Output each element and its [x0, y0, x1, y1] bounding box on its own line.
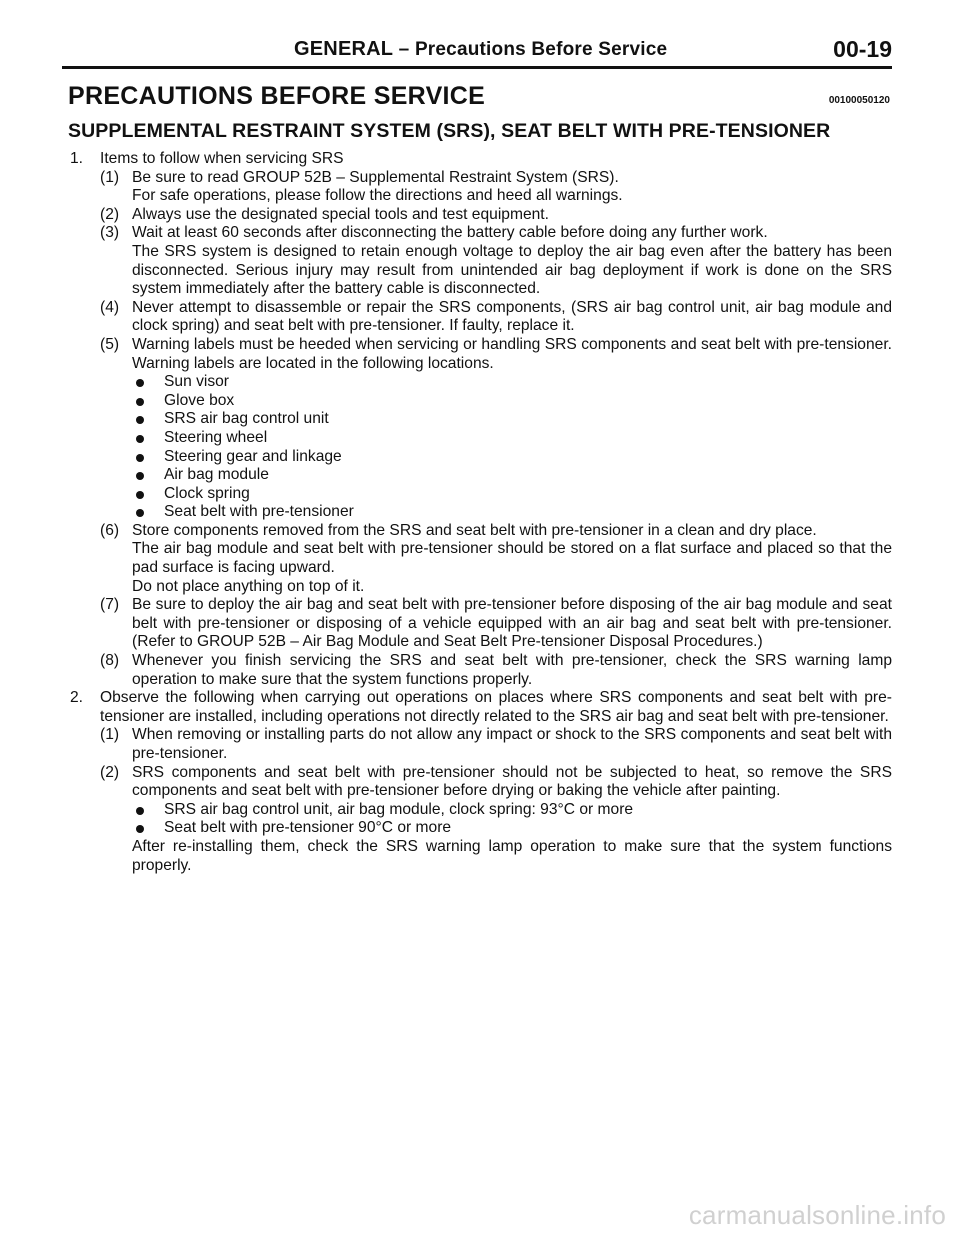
subitem-number: (2): [100, 205, 120, 223]
subitem-1: [100, 726, 892, 763]
subitem-text: When removing or installing parts do not allow any impact or shock to the SRS components and seat belt with pre-tensioner.: [132, 726, 892, 762]
subitem-7: [100, 596, 892, 652]
bullet-item: Seat belt with pre-tensioner 90°C or more: [132, 819, 892, 838]
heat-limit-list: [132, 801, 892, 838]
subitem-number: (1): [100, 726, 120, 744]
item-title: Items to follow when servicing SRS: [100, 150, 344, 167]
subitem-text: Always use the designated special tools and test equipment.: [132, 205, 549, 223]
bullet-item: Air bag module: [132, 466, 892, 485]
subitem-number: (8): [100, 652, 120, 670]
subitem-number: (4): [100, 298, 120, 316]
subitem-number: (7): [100, 596, 120, 614]
header-subtitle: Precautions Before Service: [414, 39, 668, 60]
subitem-8: [100, 652, 892, 689]
warning-label-locations: [132, 373, 892, 522]
item-2: [70, 689, 892, 875]
subitem-text: Be sure to read GROUP 52B – Supplemental Restraint System (SRS).: [132, 168, 619, 186]
document-code: 00100050120: [828, 95, 890, 106]
header-title: [294, 38, 667, 61]
subitem-number: (5): [100, 335, 120, 353]
subsection-title: SUPPLEMENTAL RESTRAINT SYSTEM (SRS), SEAT BELT WITH PRE-TENSIONER: [68, 120, 831, 142]
subitem-text: Store components removed from the SRS and seat belt with pre-tensioner in a clean and dry place.: [132, 521, 817, 539]
item-title: Observe the following when carrying out operations on places where SRS components and seat belt with pre-tensioner are installed, including operations not directly related to the SRS air bag and seat belt with pre-tensioner.: [100, 689, 892, 725]
header-section: GENERAL: [294, 38, 394, 60]
subitem-number: (2): [100, 763, 120, 781]
subitem-text: Do not place anything on top of it.: [132, 577, 365, 595]
section-title: PRECAUTIONS BEFORE SERVICE: [68, 82, 486, 110]
subitem-5: [100, 336, 892, 522]
item-number: 2.: [70, 689, 84, 707]
subitem-text: After re-installing them, check the SRS warning lamp operation to make sure that the system functions properly.: [132, 837, 892, 874]
subitem-2: [100, 764, 892, 876]
bullet-item: Clock spring: [132, 485, 892, 504]
subitem-number: (1): [100, 168, 120, 186]
body-text: [70, 150, 892, 875]
bullet-item: Steering wheel: [132, 429, 892, 448]
subitem-text: The SRS system is designed to retain enough voltage to deploy the air bag even after the battery has been disconnected. Serious injury may result from unintended air bag deployment if work is done on the SRS system immediately after the battery cable is disconnected.: [132, 242, 892, 298]
running-header: [62, 36, 892, 69]
subitem-6: [100, 522, 892, 596]
bullet-item: SRS air bag control unit: [132, 410, 892, 429]
subitem-text: Whenever you finish servicing the SRS and seat belt with pre-tensioner, check the SRS warning lamp operation to make sure that the system functions properly.: [132, 652, 892, 688]
bullet-item: Seat belt with pre-tensioner: [132, 503, 892, 522]
item-2-subitems: [100, 726, 892, 875]
bullet-item: Steering gear and linkage: [132, 448, 892, 467]
header-separator: –: [398, 39, 410, 60]
item-number: 1.: [70, 150, 84, 167]
subitem-3: [100, 224, 892, 298]
subitem-text: The air bag module and seat belt with pre-tensioner should be stored on a flat surface and placed so that the pad surface is facing upward.: [132, 540, 892, 577]
subitem-2: [100, 206, 892, 225]
subitem-4: [100, 299, 892, 336]
item-1: [70, 150, 892, 689]
page-number: 00-19: [833, 36, 892, 62]
subitem-text: For safe operations, please follow the directions and heed all warnings.: [132, 187, 623, 205]
bullet-item: Sun visor: [132, 373, 892, 392]
subitem-number: (6): [100, 521, 120, 539]
bullet-item: Glove box: [132, 392, 892, 411]
subitem-text: Warning labels must be heeded when servicing or handling SRS components and seat belt with pre-tensioner. Warning labels are located in the following locations.: [132, 335, 892, 372]
subitem-1: [100, 169, 892, 206]
subitem-text: SRS components and seat belt with pre-tensioner should not be subjected to heat, so remove the SRS components and seat belt with pre-tensioner before drying or baking the vehicle after painting.: [132, 763, 892, 800]
watermark: carmanualsonline.info: [688, 1200, 946, 1230]
item-1-subitems: [100, 169, 892, 690]
subitem-text: Never attempt to disassemble or repair the SRS components, (SRS air bag control unit, air bag module and clock spring) and seat belt with pre-tensioner. If faulty, replace it.: [132, 298, 892, 335]
subitem-text: Be sure to deploy the air bag and seat belt with pre-tensioner before disposing of the air bag module and seat belt with pre-tensioner or disposing of a vehicle equipped with an air bag and seat belt with pre-tensioner. (Refer to GROUP 52B – Air Bag Module and Seat Belt Pre-tensioner Disposal Procedures.): [132, 596, 892, 651]
subitem-text: Wait at least 60 seconds after disconnecting the battery cable before doing any further work.: [132, 224, 768, 242]
subitem-number: (3): [100, 224, 120, 242]
bullet-item: SRS air bag control unit, air bag module, clock spring: 93°C or more: [132, 801, 892, 820]
